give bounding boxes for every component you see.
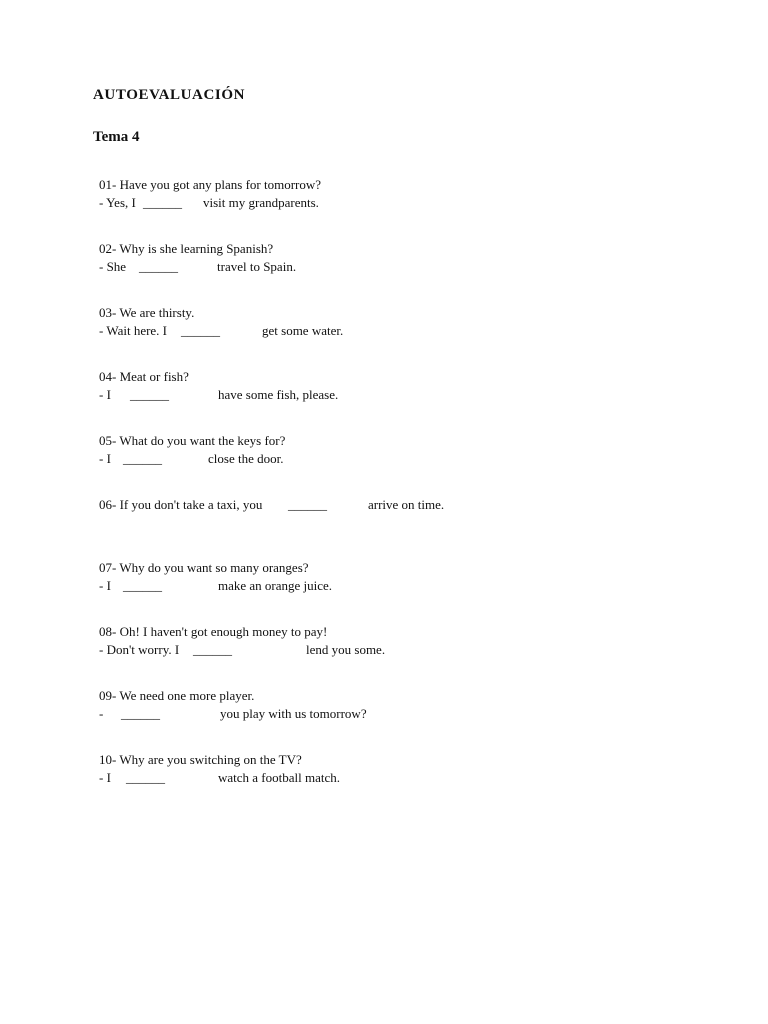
answer-03-blank[interactable]: ______ (181, 323, 220, 338)
question-01: 01- Have you got any plans for tomorrow? (99, 177, 322, 192)
question-05: 05- What do you want the keys for? (99, 433, 286, 448)
question-10: 10- Why are you switching on the TV? (99, 752, 302, 767)
question-02: 02- Why is she learning Spanish? (99, 241, 274, 256)
answer-09-prefix: - (99, 706, 104, 721)
answer-08-suffix: lend you some. (306, 642, 386, 657)
answer-01-suffix: visit my grandparents. (203, 195, 319, 210)
question-06-prefix: 06- If you don't take a taxi, you (99, 497, 263, 512)
answer-03-prefix: - Wait here. I (99, 323, 168, 338)
answer-01-blank[interactable]: ______ (143, 195, 182, 210)
question-06-blank[interactable]: ______ (288, 497, 327, 512)
answer-03-suffix: get some water. (262, 323, 344, 338)
answer-02-blank[interactable]: ______ (139, 259, 178, 274)
answer-10-suffix: watch a football match. (218, 770, 341, 785)
answer-04-prefix: - I (99, 387, 111, 402)
answer-05-prefix: - I (99, 451, 111, 466)
topic-heading: Tema 4 (93, 129, 140, 145)
answer-07-suffix: make an orange juice. (218, 578, 333, 593)
answer-08-blank[interactable]: ______ (193, 642, 232, 657)
question-08: 08- Oh! I haven't got enough money to pay! (99, 624, 328, 639)
question-06-suffix: arrive on time. (368, 497, 445, 512)
question-07: 07- Why do you want so many oranges? (99, 560, 309, 575)
page-title: AUTOEVALUACIÓN (93, 87, 246, 103)
answer-07-prefix: - I (99, 578, 111, 593)
question-04: 04- Meat or fish? (99, 369, 189, 384)
answer-10-prefix: - I (99, 770, 111, 785)
answer-07-blank[interactable]: ______ (123, 578, 162, 593)
answer-02-suffix: travel to Spain. (217, 259, 297, 274)
answer-05-blank[interactable]: ______ (123, 451, 162, 466)
answer-04-suffix: have some fish, please. (218, 387, 339, 402)
answer-01-prefix: - Yes, I (99, 195, 136, 210)
question-09: 09- We need one more player. (99, 688, 255, 703)
answer-08-prefix: - Don't worry. I (99, 642, 180, 657)
answer-10-blank[interactable]: ______ (126, 770, 165, 785)
answer-09-blank[interactable]: ______ (121, 706, 160, 721)
question-03: 03- We are thirsty. (99, 305, 195, 320)
answer-09-suffix: you play with us tomorrow? (220, 706, 367, 721)
answer-02-prefix: - She (99, 259, 127, 274)
answer-05-suffix: close the door. (208, 451, 284, 466)
answer-04-blank[interactable]: ______ (130, 387, 169, 402)
